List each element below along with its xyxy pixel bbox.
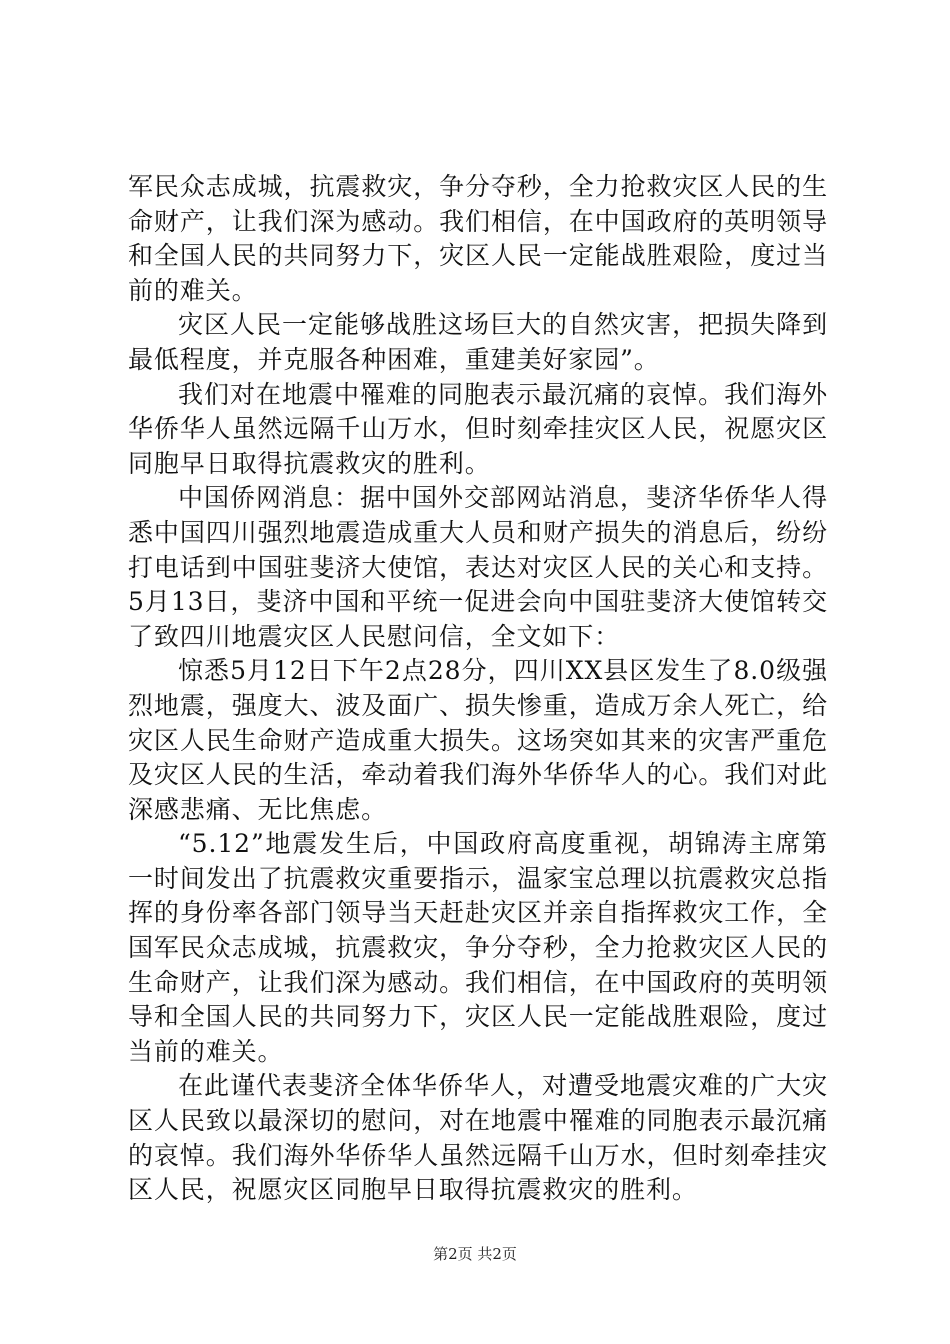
paragraph-6: “5.12”地震发生后，中国政府高度重视，胡锦涛主席第一时间发出了抗震救灾重要指示，温家宝总理以抗震救灾总指挥的身份率各部门领导当天赶赴灾区并亲自指挥救灾工作，全国军民众志成城，抗震救灾，争分夺秒，全力抢救灾区人民的生命财产，让我们深为感动。我们相信，在中国政府的英明领导和全国人民的共同努力下，灾区人民一定能战胜艰险，度过当前的难关。 bbox=[128, 829, 828, 1066]
paragraph-3: 我们对在地震中罹难的同胞表示最沉痛的哀悼。我们海外华侨华人虽然远隔千山万水，但时刻牵挂灾区人民，祝愿灾区同胞早日取得抗震救灾的胜利。 bbox=[128, 379, 828, 478]
paragraph-5: 惊悉5月12日下午2点28分，四川XX县区发生了8.0级强烈地震，强度大、波及面广、损失惨重，造成万余人死亡，给灾区人民生命财产造成重大损失。这场突如其来的灾害严重危及灾区人民的生活，牵动着我们海外华侨华人的心。我们对此深感悲痛、无比焦虑。 bbox=[128, 656, 828, 824]
paragraph-2: 灾区人民一定能够战胜这场巨大的自然灾害，把损失降到最低程度，并克服各种困难，重建美好家园”。 bbox=[128, 310, 828, 374]
paragraph-4: 中国侨网消息：据中国外交部网站消息，斐济华侨华人得悉中国四川强烈地震造成重大人员和财产损失的消息后，纷纷打电话到中国驻斐济大使馆，表达对灾区人民的关心和支持。5月13日，斐济中国和平统一促进会向中国驻斐济大使馆转交了致四川地震灾区人民慰问信，全文如下： bbox=[128, 483, 828, 651]
paragraph-1: 军民众志成城，抗震救灾，争分夺秒，全力抢救灾区人民的生命财产，让我们深为感动。我们相信，在中国政府的英明领导和全国人民的共同努力下，灾区人民一定能战胜艰险，度过当前的难关。 bbox=[128, 172, 828, 305]
document-body bbox=[128, 170, 828, 1208]
page-footer: 第2页 共2页 bbox=[433, 1245, 517, 1263]
paragraph-7: 在此谨代表斐济全体华侨华人，对遭受地震灾难的广大灾区人民致以最深切的慰问，对在地震中罹难的同胞表示最沉痛的哀悼。我们海外华侨华人虽然远隔千山万水，但时刻牵挂灾区人民，祝愿灾区同胞早日取得抗震救灾的胜利。 bbox=[128, 1071, 828, 1205]
